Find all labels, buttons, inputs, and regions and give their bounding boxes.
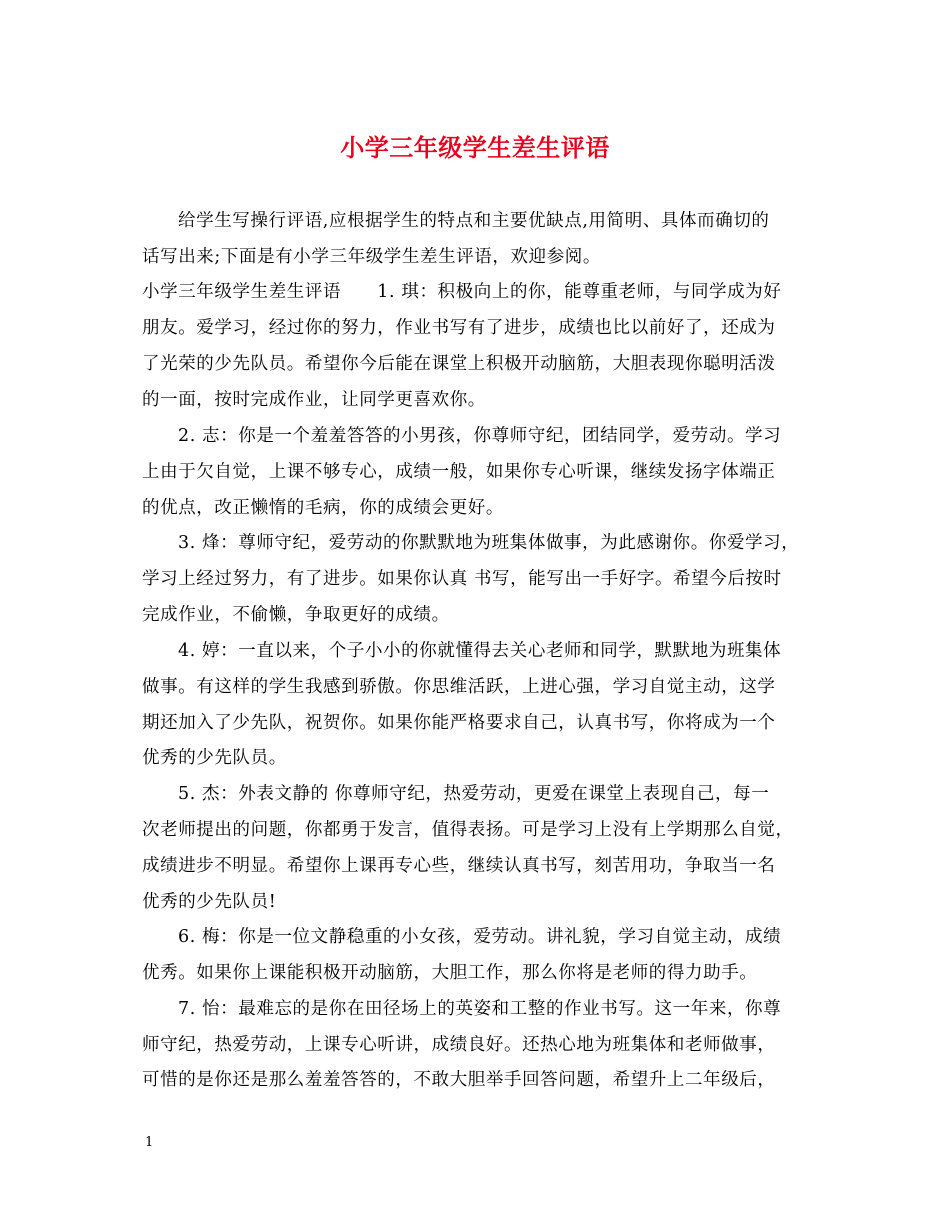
- text-line: 6. 梅：你是一位文静稳重的小女孩，爱劳动。讲礼貌，学习自觉主动，成绩: [178, 927, 782, 947]
- text-line: 给学生写操行评语,应根据学生的特点和主要优缺点,用简明、具体而确切的: [178, 211, 770, 231]
- text-line: 的一面，按时完成作业，让同学更喜欢你。: [142, 390, 486, 410]
- text-line: 话写出来;下面是有小学三年级学生差生评语，欢迎参阅。: [142, 247, 601, 267]
- text-line: 的优点，改正懒惰的毛病，你的成绩会更好。: [142, 498, 504, 518]
- text-line: 小学三年级学生差生评语 1. 琪：积极向上的你，能尊重老师，与同学成为好: [142, 282, 782, 302]
- text-line: 次老师提出的问题，你都勇于发言，值得表扬。可是学习上没有上学期那么自觉，: [142, 820, 794, 840]
- text-line: 做事。有这样的学生我感到骄傲。你思维活跃，上进心强，学习自觉主动，这学: [142, 677, 776, 697]
- text-line: 4. 婷：一直以来，个子小小的你就懂得去关心老师和同学，默默地为班集体: [178, 641, 782, 661]
- text-line: 学习上经过努力，有了进步。如果你认真 书写，能写出一手好字。希望今后按时: [142, 569, 782, 589]
- text-line: 2. 志：你是一个羞羞答答的小男孩，你尊师守纪，团结同学，爱劳动。学习: [178, 426, 782, 446]
- text-line: 3. 烽：尊师守纪，爱劳动的你默默地为班集体做事，为此感谢你。你爱学习，: [178, 533, 800, 553]
- page-number: 1: [145, 1135, 154, 1150]
- text-line: 朋友。爱学习，经过你的努力，作业书写有了进步，成绩也比以前好了，还成为: [142, 318, 776, 338]
- text-line: 师守纪，热爱劳动，上课专心听讲，成绩良好。还热心地为班集体和老师做事，: [142, 1035, 776, 1055]
- text-line: 上由于欠自觉，上课不够专心，成绩一般，如果你专心听课，继续发扬字体端正: [142, 462, 776, 482]
- text-line: 了光荣的少先队员。希望你今后能在课堂上积极开动脑筋，大胆表现你聪明活泼: [142, 354, 776, 374]
- text-line: 5. 杰：外表文静的 你尊师守纪，热爱劳动，更爱在课堂上表现自己，每一: [178, 784, 770, 804]
- text-line: 优秀。如果你上课能积极开动脑筋，大胆工作，那么你将是老师的得力助手。: [142, 963, 758, 983]
- text-line: 优秀的少先队员。: [142, 748, 287, 768]
- text-line: 期还加入了少先队，祝贺你。如果你能严格要求自己，认真书写，你将成为一个: [142, 713, 776, 733]
- text-line: 7. 怡：最难忘的是你在田径场上的英姿和工整的作业书写。这一年来，你尊: [178, 999, 782, 1019]
- document-title: 小学三年级学生差生评语: [340, 133, 610, 162]
- text-line: 优秀的少先队员!: [142, 892, 277, 912]
- text-line: 可惜的是你还是那么羞羞答答的，不敢大胆举手回答问题，希望升上二年级后，: [142, 1070, 776, 1090]
- text-line: 成绩进步不明显。希望你上课再专心些，继续认真书写，刻苦用功，争取当一名: [142, 856, 776, 876]
- text-line: 完成作业，不偷懒，争取更好的成绩。: [142, 605, 450, 625]
